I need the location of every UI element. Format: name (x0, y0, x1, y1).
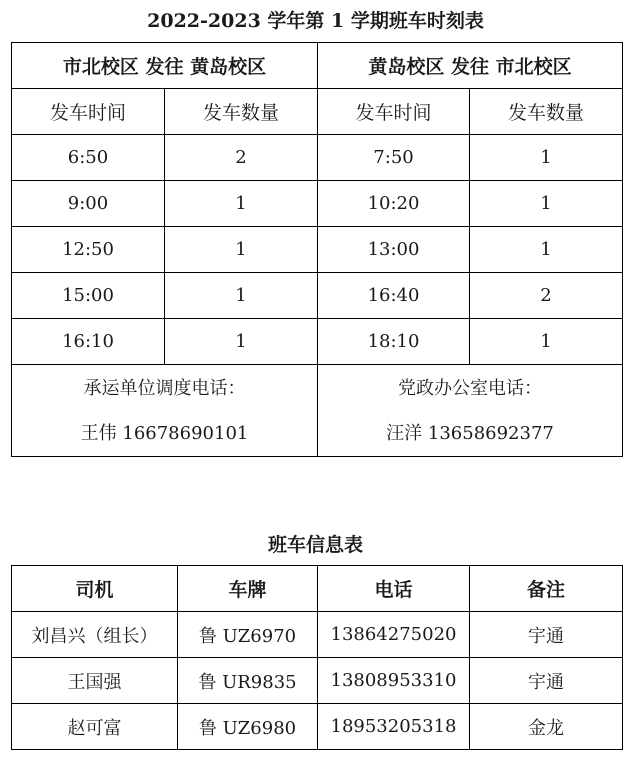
departure-time: 16:40 (318, 273, 470, 319)
driver-name: 王国强 (12, 658, 178, 704)
office-contact (318, 365, 623, 457)
schedule-table (11, 42, 623, 457)
bus-note: 金龙 (470, 704, 623, 750)
driver-name: 刘昌兴（组长） (12, 612, 178, 658)
departure-time: 9:00 (12, 181, 165, 227)
col-header-time: 发车时间 (12, 89, 165, 135)
license-plate: 鲁 UZ6970 (178, 612, 318, 658)
departure-count: 2 (165, 135, 318, 181)
route-header-huangdao-to-shibei: 黄岛校区 发往 市北校区 (318, 43, 623, 89)
bus-note: 宇通 (470, 612, 623, 658)
departure-time: 16:10 (12, 319, 165, 365)
driver-name: 赵可富 (12, 704, 178, 750)
table-row (12, 181, 623, 227)
table-row (12, 227, 623, 273)
col-header-phone: 电话 (318, 566, 470, 612)
col-header-note: 备注 (470, 566, 623, 612)
dispatch-contact (12, 365, 318, 457)
departure-time: 10:20 (318, 181, 470, 227)
col-header-driver: 司机 (12, 566, 178, 612)
departure-count: 1 (470, 181, 623, 227)
departure-time: 12:50 (12, 227, 165, 273)
departure-count: 1 (470, 227, 623, 273)
bus-info-table (11, 565, 623, 750)
table-row (12, 135, 623, 181)
table-row (12, 612, 623, 658)
table-row (12, 273, 623, 319)
departure-count: 1 (165, 227, 318, 273)
bus-info-title: 班车信息表 (267, 534, 363, 556)
col-header-count: 发车数量 (165, 89, 318, 135)
table-row (12, 319, 623, 365)
office-contact-phone: 汪洋 13658692377 (386, 422, 554, 444)
departure-count: 1 (165, 319, 318, 365)
table-row (12, 704, 623, 750)
departure-count: 1 (165, 181, 318, 227)
driver-phone: 18953205318 (318, 704, 470, 750)
departure-time: 6:50 (12, 135, 165, 181)
dispatch-contact-phone: 王伟 16678690101 (80, 422, 249, 444)
table-row (12, 658, 623, 704)
col-header-count: 发车数量 (470, 89, 623, 135)
schedule-title: 2022-2023 学年第 1 学期班车时刻表 (147, 10, 484, 32)
license-plate: 鲁 UZ6980 (178, 704, 318, 750)
driver-phone: 13864275020 (318, 612, 470, 658)
col-header-plate: 车牌 (178, 566, 318, 612)
office-contact-label: 党政办公室电话： (398, 377, 543, 399)
col-header-time: 发车时间 (318, 89, 470, 135)
license-plate: 鲁 UR9835 (178, 658, 318, 704)
departure-time: 13:00 (318, 227, 470, 273)
departure-count: 1 (470, 135, 623, 181)
dispatch-contact-label: 承运单位调度电话： (83, 377, 246, 399)
departure-count: 1 (470, 319, 623, 365)
departure-count: 2 (470, 273, 623, 319)
driver-phone: 13808953310 (318, 658, 470, 704)
departure-time: 7:50 (318, 135, 470, 181)
departure-time: 18:10 (318, 319, 470, 365)
departure-count: 1 (165, 273, 318, 319)
departure-time: 15:00 (12, 273, 165, 319)
bus-note: 宇通 (470, 658, 623, 704)
route-header-shibei-to-huangdao: 市北校区 发往 黄岛校区 (12, 43, 318, 89)
